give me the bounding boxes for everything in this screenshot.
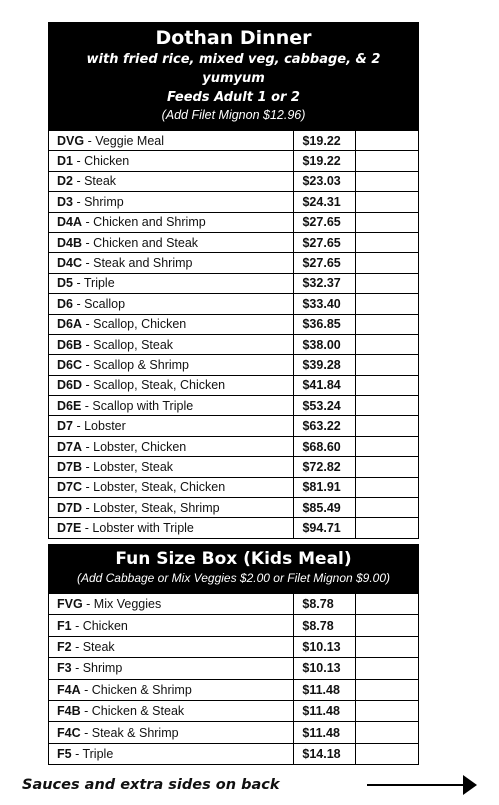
- item-price: $72.82: [294, 457, 356, 477]
- dinner-price-table: [48, 130, 419, 539]
- item-price: $14.18: [294, 743, 356, 764]
- table-row: [49, 232, 419, 252]
- table-row: [49, 498, 419, 518]
- item-name-cell: [49, 594, 294, 615]
- item-code: D6: [57, 296, 73, 311]
- item-name-cell: [49, 700, 294, 721]
- item-name-cell: [49, 334, 294, 354]
- item-description: - Lobster with Triple: [81, 521, 194, 536]
- item-description: - Scallop, Chicken: [82, 317, 187, 332]
- item-price: $39.28: [294, 355, 356, 375]
- item-code: D2: [57, 174, 73, 189]
- item-name-cell: [49, 355, 294, 375]
- table-row: [49, 396, 419, 416]
- table-row: [49, 294, 419, 314]
- kids-price-table: [48, 593, 419, 765]
- item-name-cell: [49, 375, 294, 395]
- kids-header: [48, 544, 419, 593]
- item-code: D4B: [57, 235, 83, 250]
- footer-text: Sauces and extra sides on back: [22, 777, 280, 793]
- blank-cell: [356, 498, 419, 518]
- item-price: $53.24: [294, 396, 356, 416]
- dinner-feeds: Feeds Adult 1 or 2: [167, 90, 300, 105]
- table-row: [49, 212, 419, 232]
- item-code: F2: [57, 639, 72, 654]
- item-description: - Scallop with Triple: [81, 398, 194, 413]
- item-code: D6B: [57, 337, 83, 352]
- blank-cell: [356, 334, 419, 354]
- item-name-cell: [49, 498, 294, 518]
- item-description: - Chicken & Steak: [80, 704, 185, 719]
- table-row: [49, 457, 419, 477]
- item-description: - Shrimp: [72, 194, 124, 209]
- item-price: $11.48: [294, 679, 356, 700]
- item-description: - Scallop, Steak: [82, 337, 174, 352]
- item-description: - Steak: [72, 174, 117, 189]
- item-price: $10.13: [294, 636, 356, 657]
- dothan-dinner-section: [48, 22, 419, 539]
- blank-cell: [356, 615, 419, 636]
- kids-addon-note: (Add Cabbage or Mix Veggies $2.00 or Filet Mignon $9.00): [76, 571, 391, 585]
- blank-cell: [356, 594, 419, 615]
- table-row: [49, 477, 419, 497]
- item-code: F1: [57, 618, 72, 633]
- item-code: F5: [57, 746, 72, 761]
- item-name-cell: [49, 294, 294, 314]
- table-row: [49, 151, 419, 171]
- item-code: D7C: [57, 480, 83, 495]
- item-price: $11.48: [294, 700, 356, 721]
- item-price: $68.60: [294, 436, 356, 456]
- table-row: [49, 253, 419, 273]
- item-code: F4C: [57, 725, 81, 740]
- item-price: $41.84: [294, 375, 356, 395]
- item-description: - Chicken & Shrimp: [80, 682, 192, 697]
- item-name-cell: [49, 212, 294, 232]
- blank-cell: [356, 253, 419, 273]
- table-row: [49, 594, 419, 615]
- blank-cell: [356, 151, 419, 171]
- item-description: - Steak: [71, 639, 115, 654]
- item-name-cell: [49, 416, 294, 436]
- item-name-cell: [49, 743, 294, 764]
- blank-cell: [356, 273, 419, 293]
- blank-cell: [356, 457, 419, 477]
- table-row: [49, 192, 419, 212]
- dinner-addon-note: (Add Filet Mignon $12.96): [161, 108, 306, 122]
- item-name-cell: [49, 436, 294, 456]
- blank-cell: [356, 436, 419, 456]
- item-code: D7: [57, 419, 73, 434]
- item-code: D6A: [57, 317, 83, 332]
- item-code: D6C: [57, 357, 83, 372]
- kids-meal-section: [48, 544, 419, 765]
- blank-cell: [356, 477, 419, 497]
- item-description: - Steak & Shrimp: [80, 725, 179, 740]
- blank-cell: [356, 232, 419, 252]
- item-price: $38.00: [294, 334, 356, 354]
- item-price: $24.31: [294, 192, 356, 212]
- table-row: [49, 722, 419, 743]
- item-description: - Chicken: [71, 618, 128, 633]
- table-row: [49, 171, 419, 191]
- item-name-cell: [49, 679, 294, 700]
- item-price: $63.22: [294, 416, 356, 436]
- item-description: - Scallop & Shrimp: [82, 357, 189, 372]
- item-description: - Veggie Meal: [84, 133, 165, 148]
- item-description: - Triple: [72, 276, 115, 291]
- item-code: DVG: [57, 133, 85, 148]
- table-row: [49, 679, 419, 700]
- kids-title: Fun Size Box (Kids Meal): [115, 549, 352, 569]
- item-description: - Shrimp: [71, 661, 123, 676]
- table-row: [49, 615, 419, 636]
- item-name-cell: [49, 636, 294, 657]
- table-row: [49, 636, 419, 657]
- table-row: [49, 314, 419, 334]
- item-name-cell: [49, 131, 294, 151]
- blank-cell: [356, 396, 419, 416]
- item-name-cell: [49, 253, 294, 273]
- item-price: $32.37: [294, 273, 356, 293]
- blank-cell: [356, 636, 419, 657]
- table-row: [49, 273, 419, 293]
- dinner-subtitle: with fried rice, mixed veg, cabbage, & 2 yumyum: [86, 52, 381, 86]
- item-price: $27.65: [294, 253, 356, 273]
- item-description: - Chicken and Shrimp: [82, 215, 206, 230]
- table-row: [49, 658, 419, 679]
- blank-cell: [356, 131, 419, 151]
- blank-cell: [356, 743, 419, 764]
- blank-cell: [356, 518, 419, 538]
- item-code: D7D: [57, 500, 83, 515]
- table-row: [49, 416, 419, 436]
- table-row: [49, 375, 419, 395]
- blank-cell: [356, 416, 419, 436]
- item-description: - Chicken and Steak: [82, 235, 199, 250]
- blank-cell: [356, 314, 419, 334]
- item-price: $11.48: [294, 722, 356, 743]
- blank-cell: [356, 375, 419, 395]
- item-name-cell: [49, 722, 294, 743]
- item-code: D4A: [57, 215, 83, 230]
- item-description: - Mix Veggies: [82, 597, 162, 612]
- table-row: [49, 436, 419, 456]
- item-code: D5: [57, 276, 73, 291]
- item-code: F4A: [57, 682, 81, 697]
- item-code: D6E: [57, 398, 82, 413]
- item-description: - Lobster, Steak, Shrimp: [82, 500, 220, 515]
- blank-cell: [356, 355, 419, 375]
- item-price: $8.78: [294, 594, 356, 615]
- item-name-cell: [49, 192, 294, 212]
- item-price: $81.91: [294, 477, 356, 497]
- item-name-cell: [49, 314, 294, 334]
- item-name-cell: [49, 477, 294, 497]
- item-name-cell: [49, 151, 294, 171]
- item-description: - Lobster, Steak: [82, 459, 174, 474]
- item-code: D4C: [57, 256, 83, 271]
- item-description: - Steak and Shrimp: [82, 256, 193, 271]
- blank-cell: [356, 700, 419, 721]
- item-price: $94.71: [294, 518, 356, 538]
- item-description: - Lobster: [72, 419, 126, 434]
- item-price: $27.65: [294, 212, 356, 232]
- item-code: D3: [57, 194, 73, 209]
- item-price: $19.22: [294, 131, 356, 151]
- item-code: D7B: [57, 459, 83, 474]
- dinner-header: [48, 22, 419, 130]
- item-description: - Scallop, Steak, Chicken: [82, 378, 226, 393]
- item-price: $85.49: [294, 498, 356, 518]
- item-code: D1: [57, 154, 73, 169]
- table-row: [49, 355, 419, 375]
- item-code: D7E: [57, 521, 82, 536]
- item-name-cell: [49, 232, 294, 252]
- item-name-cell: [49, 273, 294, 293]
- item-price: $23.03: [294, 171, 356, 191]
- blank-cell: [356, 171, 419, 191]
- item-code: F3: [57, 661, 72, 676]
- item-code: D7A: [57, 439, 83, 454]
- item-description: - Lobster, Steak, Chicken: [82, 480, 226, 495]
- item-price: $19.22: [294, 151, 356, 171]
- item-price: $8.78: [294, 615, 356, 636]
- item-code: F4B: [57, 704, 81, 719]
- blank-cell: [356, 212, 419, 232]
- item-description: - Chicken: [72, 154, 130, 169]
- blank-cell: [356, 679, 419, 700]
- blank-cell: [356, 192, 419, 212]
- footer-note: [22, 772, 462, 798]
- item-code: FVG: [57, 597, 83, 612]
- item-code: D6D: [57, 378, 83, 393]
- dinner-title: Dothan Dinner: [155, 27, 312, 49]
- item-price: $27.65: [294, 232, 356, 252]
- item-name-cell: [49, 457, 294, 477]
- item-price: $10.13: [294, 658, 356, 679]
- item-name-cell: [49, 396, 294, 416]
- item-price: $33.40: [294, 294, 356, 314]
- item-description: - Lobster, Chicken: [82, 439, 187, 454]
- item-name-cell: [49, 518, 294, 538]
- item-price: $36.85: [294, 314, 356, 334]
- item-name-cell: [49, 171, 294, 191]
- table-row: [49, 334, 419, 354]
- table-row: [49, 700, 419, 721]
- blank-cell: [356, 658, 419, 679]
- table-row: [49, 743, 419, 764]
- blank-cell: [356, 294, 419, 314]
- item-description: - Scallop: [72, 296, 126, 311]
- item-name-cell: [49, 615, 294, 636]
- table-row: [49, 131, 419, 151]
- table-row: [49, 518, 419, 538]
- item-name-cell: [49, 658, 294, 679]
- blank-cell: [356, 722, 419, 743]
- item-description: - Triple: [71, 746, 114, 761]
